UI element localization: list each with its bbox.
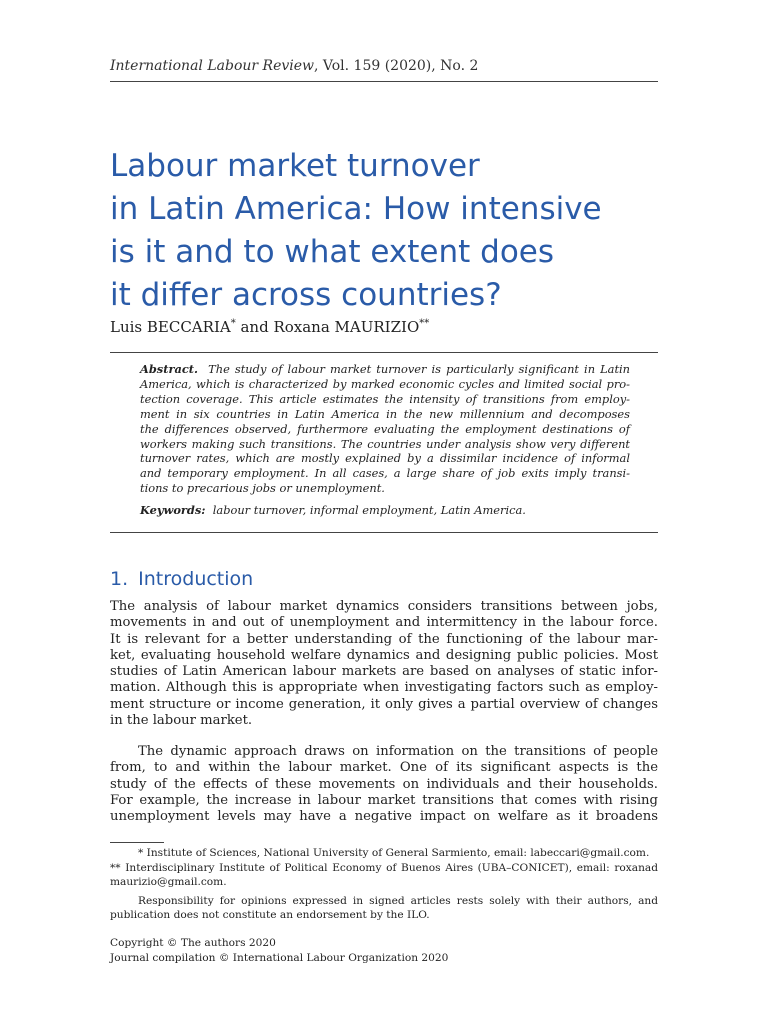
text-line: The dynamic approach draws on information on the transitions of people <box>138 744 658 759</box>
text-line: from, to and within the labour market. One of its significant aspects is the <box>110 760 658 776</box>
section-number: 1. <box>110 568 129 590</box>
abstract-line: Abstract. The study of labour market turnover is particularly significant in Latin <box>140 362 630 376</box>
abstract-line: tection coverage. This article estimates the intensity of transitions from employ- <box>140 391 630 406</box>
author-name: Roxana MAURIZIO <box>273 318 420 336</box>
title-line: Labour market turnover <box>110 148 480 184</box>
footnote: * Institute of Sciences, National University of General Sarmiento, email: labeccari@gmail.com. <box>138 847 650 859</box>
abstract-rule-top <box>110 352 658 353</box>
section-title: Introduction <box>138 568 254 590</box>
keywords <box>140 503 630 517</box>
title-line: it differ across countries? <box>110 277 502 313</box>
abstract-line: turnover rates, which are mostly explained by a dissimilar incidence of informal <box>140 451 630 466</box>
footnote-rule <box>110 842 164 843</box>
footnotes <box>110 846 658 923</box>
title-line: in Latin America: How intensive <box>110 191 602 227</box>
paragraph <box>110 599 658 729</box>
text-line: studies of Latin American labour markets are based on analyses of static infor- <box>110 664 658 680</box>
text-line: The analysis of labour market dynamics considers transitions between jobs, <box>110 599 658 614</box>
article-title <box>110 145 670 317</box>
author-connector: and <box>235 318 274 336</box>
abstract <box>140 362 630 496</box>
text-line: unemployment levels may have a negative impact on welfare as it broadens <box>110 809 658 825</box>
author-name: Luis BECCARIA <box>110 318 231 336</box>
footnote-marker: ** <box>419 318 430 329</box>
footnote-marker: * <box>230 318 236 329</box>
running-head <box>110 58 478 74</box>
keywords-label: Keywords: <box>140 503 206 517</box>
keywords-list: labour turnover, informal employment, Latin America. <box>212 503 526 517</box>
author-list <box>110 318 429 336</box>
abstract-line: workers making such transitions. The countries under analysis show very different <box>140 436 630 451</box>
section-heading <box>110 568 253 590</box>
text-line: It is relevant for a better understanding of the functioning of the labour mar- <box>110 631 658 647</box>
text-line: ket, evaluating household welfare dynamics and designing public policies. Most <box>110 647 658 663</box>
copyright-line: Copyright © The authors 2020 <box>110 937 276 949</box>
abstract-line: ment in six countries in Latin America in the new millennium and decomposes <box>140 406 630 421</box>
journal-issue: , Vol. 159 (2020), No. 2 <box>314 58 479 74</box>
copyright <box>110 936 658 965</box>
paragraph <box>110 744 658 825</box>
text-line: For example, the increase in labour market transitions that comes with rising <box>110 792 658 808</box>
abstract-rule-bottom <box>110 532 658 533</box>
footnote: ** Interdisciplinary Institute of Political Economy of Buenos Aires (UBA–CONICET), email: roxanad <box>110 861 658 874</box>
header-rule <box>110 81 658 82</box>
text-line: study of the effects of these movements on individuals and their households. <box>110 776 658 792</box>
text-line: in the labour market. <box>110 713 253 729</box>
disclaimer: Responsibility for opinions expressed in signed articles rests solely with their authors, and <box>138 894 658 907</box>
abstract-label: Abstract. <box>140 362 199 376</box>
text-line: mation. Although this is appropriate when investigating factors such as employ- <box>110 680 658 696</box>
journal-name: International Labour Review <box>110 58 315 74</box>
title-line: is it and to what extent does <box>110 234 555 270</box>
abstract-line: America, which is characterized by marked economic cycles and limited social pro- <box>140 376 630 391</box>
text-line: movements in and out of unemployment and intermittency in the labour force. <box>110 615 658 631</box>
copyright-line: Journal compilation © International Labour Organization 2020 <box>110 951 449 964</box>
disclaimer: publication does not constitute an endorsement by the ILO. <box>110 909 430 921</box>
abstract-line: tions to precarious jobs or unemployment. <box>140 481 385 496</box>
abstract-line: the differences observed, furthermore evaluating the employment destinations of <box>140 421 630 436</box>
abstract-line: and temporary employment. In all cases, a large share of job exits imply transi- <box>140 466 630 481</box>
footnote: maurizio@gmail.com. <box>110 876 227 888</box>
text-line: ment structure or income generation, it only gives a partial overview of changes <box>110 696 658 712</box>
